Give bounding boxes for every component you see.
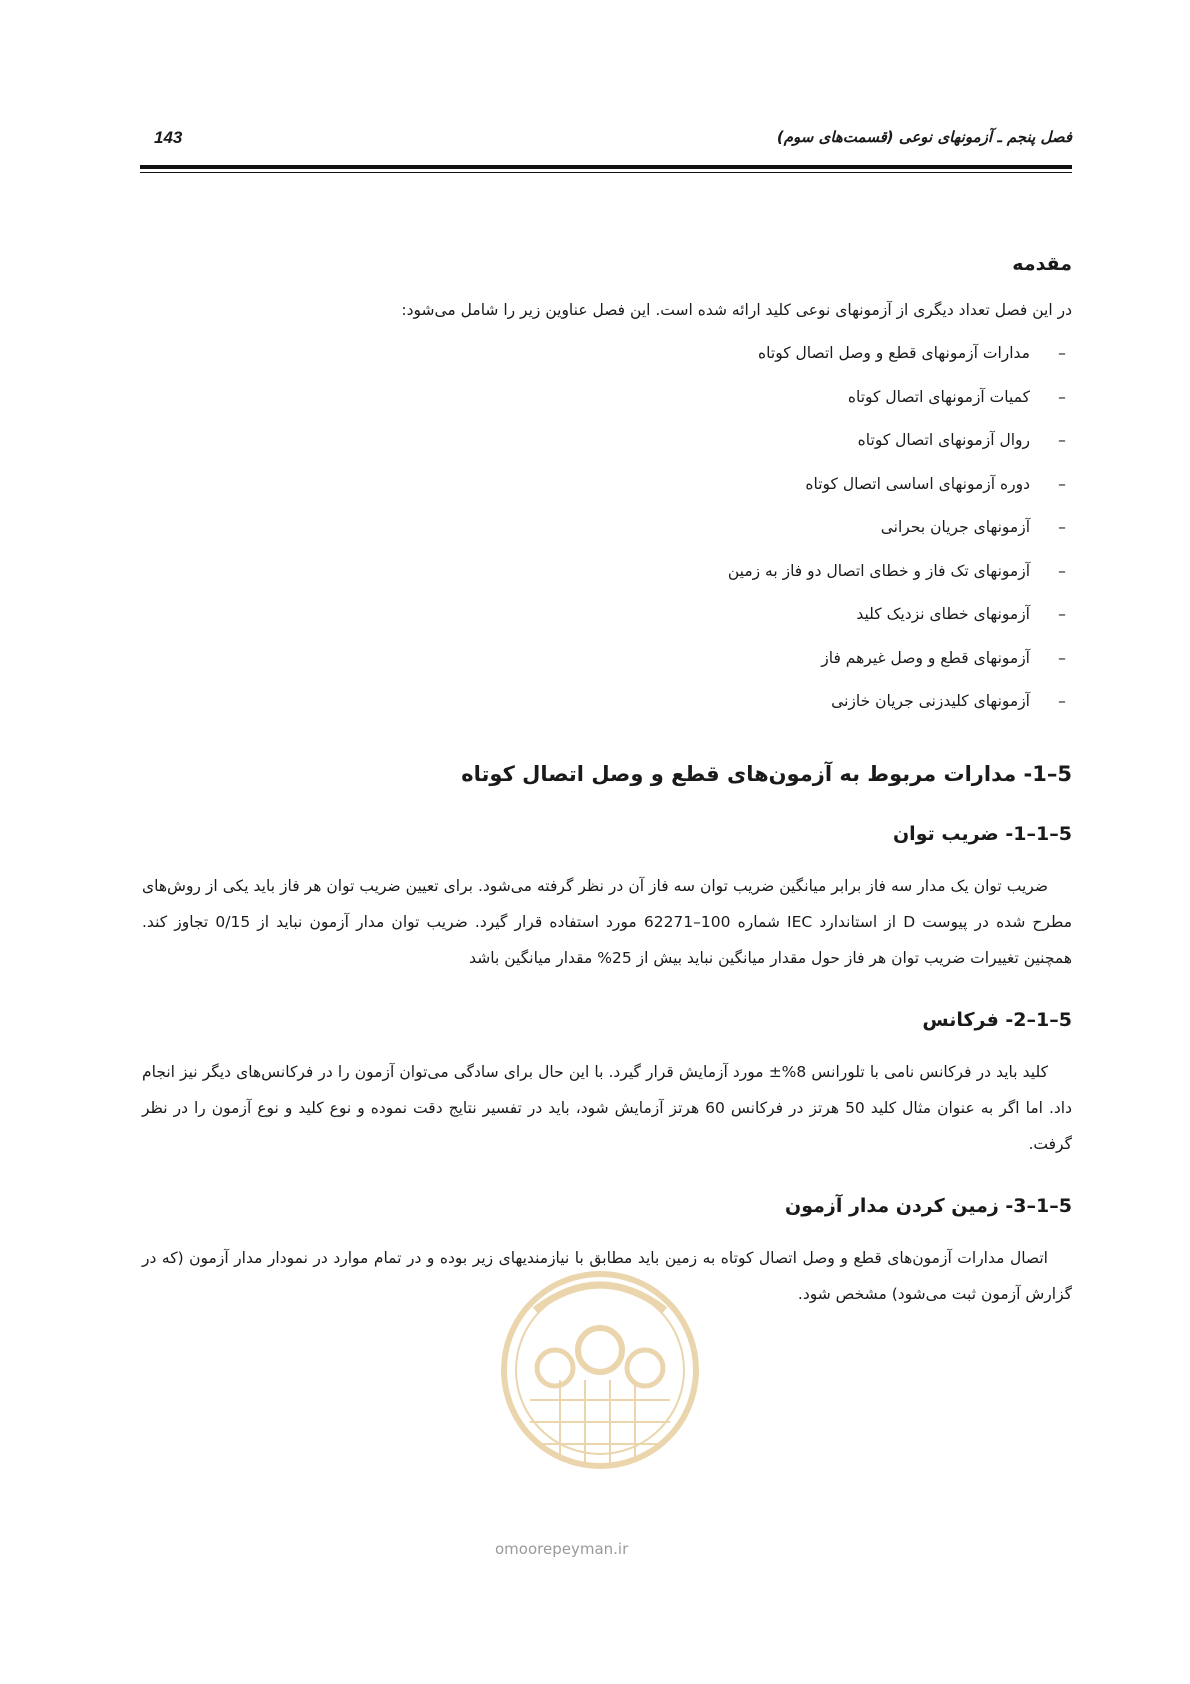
section-heading-5-1: 5–1- مدارات مربوط به آزمون‌های قطع و وصل اتصال کوتاه	[461, 761, 1072, 786]
list-item	[142, 680, 1072, 724]
paragraph-grounding: اتصال مدارات آزمون‌های قطع و وصل اتصال کوتاه به زمین باید مطابق با نیازمندیهای زیر بوده و در تمام موارد در نمودار مدار آزمون (که در گزارش آزمون ثبت می‌شود) مشخص شود.	[142, 1248, 1072, 1303]
paragraph-frequency: کلید باید در فرکانس نامی با تلورانس 8%± مورد آزمایش قرار گیرد. با این حال برای سادگی می‌توان آزمون را در فرکانس‌های دیگر نیز انجام داد. اما اگر به عنوان مثال کلید 50 هرتز در فرکانس 60 هرتز آزمایش شود، باید در تفسیر نتایج دقت نموده و نوع کلید و نوع آزمون را در نظر گرفت.	[142, 1062, 1072, 1153]
watermark-url: omoorepeyman.ir	[495, 1540, 629, 1558]
paragraph-power-factor: ضریب توان یک مدار سه فاز برابر میانگین ضریب توان سه فاز آن در نظر گرفته می‌شود. برای تعیین ضریب توان هر فاز باید یکی از روش‌های مطرح شده در پیوست D از استاندارد IEC شماره 100–62271 مورد استفاده قرار گیرد. ضریب توان مدار آزمون نباید از 0/15 تجاوز کند. همچنین تغییرات ضریب توان هر فاز حول مقدار میانگین نباید بیش از 25% مقدار میانگین باشد	[142, 876, 1072, 967]
page-body	[142, 248, 1072, 1312]
bullet-dash: –	[1058, 561, 1066, 580]
list-item-text: روال آزمونهای اتصال کوتاه	[857, 431, 1030, 449]
list-item-text: آزمونهای خطای نزدیک کلید	[856, 605, 1030, 623]
bullet-dash: –	[1058, 431, 1066, 449]
bullet-dash: –	[1058, 692, 1066, 710]
section-heading-5-1-1: 5–1–1- ضریب توان	[892, 822, 1072, 845]
section-heading-5-1-2: 5–1–2- فرکانس	[922, 1008, 1072, 1031]
list-item	[142, 550, 1072, 594]
bullet-dash: –	[1058, 474, 1066, 493]
chapter-title: فصل پنجم ـ آزمونهای نوعی (قسمت‌های سوم)	[776, 128, 1072, 146]
intro-heading: مقدمه	[1012, 253, 1072, 275]
list-item-text: آزمونهای کلیدزنی جریان خازنی	[831, 692, 1030, 710]
list-item-text: آزمونهای قطع و وصل غیرهم فاز	[821, 648, 1030, 667]
list-item-text: آزمونهای جریان بحرانی	[880, 518, 1030, 536]
list-item-text: کمیات آزمونهای اتصال کوتاه	[847, 387, 1030, 406]
list-item	[142, 376, 1072, 420]
list-item-text: دوره آزمونهای اساسی اتصال کوتاه	[805, 474, 1030, 493]
running-header	[140, 128, 1072, 158]
list-item	[142, 593, 1072, 637]
list-item	[142, 419, 1072, 463]
bullet-dash: –	[1058, 344, 1066, 362]
bullet-dash: –	[1058, 605, 1066, 623]
list-item	[142, 463, 1072, 507]
list-item-text: مدارات آزمونهای قطع و وصل اتصال کوتاه	[758, 344, 1030, 362]
bullet-dash: –	[1058, 518, 1066, 536]
header-rule-thick	[140, 165, 1072, 169]
bullet-dash: –	[1058, 648, 1066, 667]
page-number: 143	[154, 128, 183, 147]
list-item	[142, 332, 1072, 376]
section-heading-5-1-3: 5–1–3- زمین کردن مدار آزمون	[785, 1194, 1072, 1217]
list-item	[142, 637, 1072, 681]
watermark-seal-icon	[475, 1250, 725, 1550]
bullet-dash: –	[1058, 387, 1066, 406]
list-item	[142, 506, 1072, 550]
topic-list	[142, 332, 1072, 724]
header-rule-thin	[140, 172, 1072, 173]
intro-lead: در این فصل تعداد دیگری از آزمونهای نوعی کلید ارائه شده است. این فصل عناوین زیر را شامل می‌شود:	[401, 301, 1072, 319]
list-item-text: آزمونهای تک فاز و خطای اتصال دو فاز به زمین	[727, 561, 1030, 580]
